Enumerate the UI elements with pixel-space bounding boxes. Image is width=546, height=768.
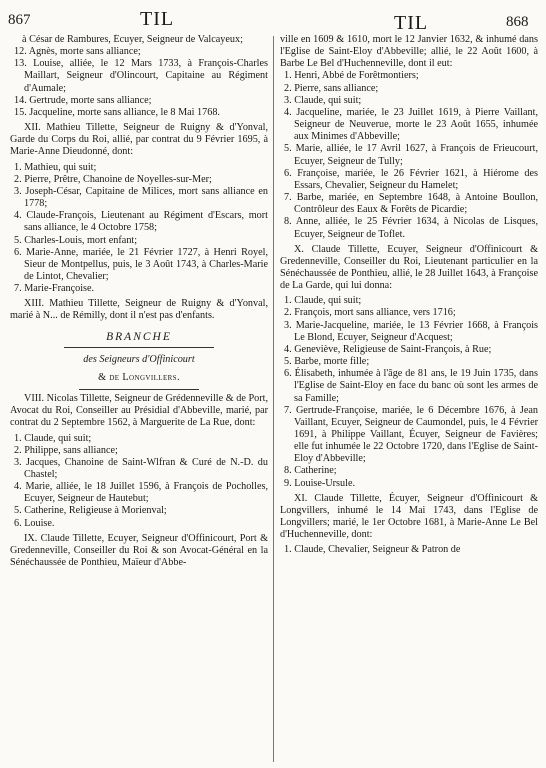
list-item: 8. Anne, alliée, le 25 Février 1634, à Nicolas de Lisques, Ecuyer, Seigneur de Toflet. xyxy=(284,216,538,240)
list-item: 3. Jacques, Chanoine de Saint-Wlfran & Curé de N.-D. du Chastel; xyxy=(14,456,268,480)
branch-rule-2 xyxy=(79,389,199,390)
page-number-right: 868 xyxy=(506,14,529,30)
list-item: 6. Louise. xyxy=(14,517,55,529)
left-column xyxy=(10,34,268,764)
branch-rule xyxy=(64,347,214,348)
running-head-right: TIL xyxy=(394,12,429,34)
branch-subtitle-2: & de Longvillers. xyxy=(98,371,180,383)
list-item: 4. Claude-François, Lieutenant au Régiment d'Escars, mort sans alliance, le 4 Octobre 1758; xyxy=(14,210,268,234)
list-item: 8. Catherine; xyxy=(284,465,337,477)
list-item: 5. Catherine, Religieuse à Morienval; xyxy=(14,505,167,517)
list-item: 9. Louise-Ursule. xyxy=(284,477,356,489)
list-item: 4. Geneviève, Religieuse de Saint-François, à Rue; xyxy=(284,343,492,355)
continued-paragraph: ville en 1609 & 1610, mort le 12 Janvier 1632, & inhumé dans l'Eglise de Saint-Eloy d'Abbeville; allié, le 22 Août 1600, à Barbe Le Bel d'Huchenneville, dont il eut: xyxy=(280,34,538,70)
list-item: 7. Gertrude-Françoise, mariée, le 6 Décembre 1676, à Jean Vaillant, Ecuyer, Seigneur de Caumondel, puis, le 4 Février 1691, à Philippe Vaillant, Écuyer, Seigneur de Favières; elle fut inhumée le 22 Octobre 1720, dans l'Eglise de Saint-Eloy d'Abbeville; xyxy=(284,404,538,465)
generation-xiii-paragraph: XIII. Mathieu Tillette, Seigneur de Ruigny & d'Yonval, marié à N... de Rémilly, dont il n'est pas d'enfants. xyxy=(10,298,268,322)
generation-viii-paragraph: VIII. Nicolas Tillette, Seigneur de Grédenneville & de Port, Avocat du Roi, Conseiller au Présidial d'Abbeville, marié, par contrat du 2 Septembre 1562, à Marguerite de La Rue, dont: xyxy=(10,393,268,429)
list-item: 2. Pierre, sans alliance; xyxy=(284,82,379,94)
branch-heading: BRANCHE xyxy=(106,330,172,343)
generation-ix-paragraph: IX. Claude Tillette, Ecuyer, Seigneur d'Offinicourt, Port & Gredenneville, Conseiller du Roi & son Avocat-Général en la Sénéchaussée de Ponthieu, Maïeur d'Abbe- xyxy=(10,532,268,569)
branch-subtitle: des Seigneurs d'Offinicourt xyxy=(83,353,195,365)
list-item: 1. Mathieu, qui suit; xyxy=(14,161,97,173)
list-item: 13. Louise, alliée, le 12 Mars 1733, à François-Charles Maillart, Seigneur d'Olincourt, Capitaine au Régiment d'Aumale; xyxy=(14,58,268,94)
column-divider xyxy=(273,36,274,762)
generation-xii-paragraph: XII. Mathieu Tillette, Seigneur de Ruigny & d'Yonval, Garde du Corps du Roi, allié, par contrat du 9 Février 1695, à Marie-Anne Dieudonné, dont: xyxy=(10,122,268,158)
list-item: 15. Jacqueline, morte sans alliance, le 8 Mai 1768. xyxy=(14,106,220,118)
page-number-left: 867 xyxy=(8,12,31,28)
list-item: 1. Claude, qui suit; xyxy=(284,295,362,307)
list-item: 1. Henri, Abbé de Forêtmontiers; xyxy=(284,70,419,82)
page-header xyxy=(0,6,546,34)
list-item: 4. Jacqueline, mariée, le 23 Juillet 1619, à Pierre Vaillant, Seigneur de Neuverue, morte le 23 Août 1655, inhumée aux Minimes d'Abbeville; xyxy=(284,106,538,143)
list-item: 14. Gertrude, morte sans alliance; xyxy=(14,94,152,106)
list-item: 5. Charles-Louis, mort enfant; xyxy=(14,234,138,246)
list-item: 4. Marie, alliée, le 18 Juillet 1596, à François de Pocholles, Ecuyer, Seigneur de Hautebut; xyxy=(14,481,268,505)
list-item: 6. Françoise, mariée, le 26 Février 1621, à Hiérome des Essars, Chevalier, Seigneur du Hamelet; xyxy=(284,167,538,191)
list-item: 2. Pierre, Prêtre, Chanoine de Noyelles-sur-Mer; xyxy=(14,173,212,185)
right-column xyxy=(280,34,538,764)
list-item: 12. Agnès, morte sans alliance; xyxy=(14,46,141,58)
generation-x-paragraph: X. Claude Tillette, Ecuyer, Seigneur d'Offinicourt & Gredenneville, Conseiller du Roi, Lieutenant particulier en la Sénéchaussée de Ponthieu, allié, le 28 Juillet 1643, à Françoise de La Garde, qui lui donna: xyxy=(280,243,538,292)
running-head-left: TIL xyxy=(140,8,175,30)
list-item: 3. Marie-Jacqueline, mariée, le 13 Février 1668, à François Le Blond, Ecuyer, Seigneur d'Acquest; xyxy=(284,319,538,343)
list-item: 3. Claude, qui suit; xyxy=(284,94,362,106)
list-item: 3. Joseph-César, Capitaine de Milices, mort sans alliance en 1778; xyxy=(14,185,268,210)
list-item: 6. Marie-Anne, mariée, le 21 Février 1727, à Henri Royel, Sieur de Montpellus, puis, le 3 Août 1743, à Charles-Marie de Lintot, Chevalier; xyxy=(14,246,268,282)
list-item: 2. François, mort sans alliance, vers 1716; xyxy=(284,307,456,319)
continued-entry: à César de Rambures, Écuyer, Seigneur de Valcayeux; xyxy=(22,34,243,45)
list-item: 7. Barbe, mariée, en Septembre 1648, à Antoine Boullon, Contrôleur des Eaux & Forêts de Picardie; xyxy=(284,192,538,216)
list-item: 1. Claude, Chevalier, Seigneur & Patron de xyxy=(284,544,461,556)
generation-xi-paragraph: XI. Claude Tillette, Écuyer, Seigneur d'Offinicourt & Longvillers, inhumé le 14 Mai 1743, dans l'Eglise de Longvillers; marié, le 1er Octobre 1681, à Marie-Anne Le Bel d'Huchenneville, dont: xyxy=(280,492,538,541)
list-item: 2. Philippe, sans alliance; xyxy=(14,444,118,456)
list-item: 6. Élisabeth, inhumée à l'âge de 81 ans, le 19 Juin 1735, dans l'Eglise de Saint-Eloy en face du banc où sont les armes de sa Famille; xyxy=(284,368,538,404)
list-item: 5. Barbe, morte fille; xyxy=(284,356,370,368)
list-item: 7. Marie-Françoise. xyxy=(14,283,95,295)
list-item: 5. Marie, alliée, le 17 Avril 1627, à François de Frieucourt, Ecuyer, Seigneur de Tully; xyxy=(284,143,538,167)
list-item: 1. Claude, qui suit; xyxy=(14,432,92,444)
